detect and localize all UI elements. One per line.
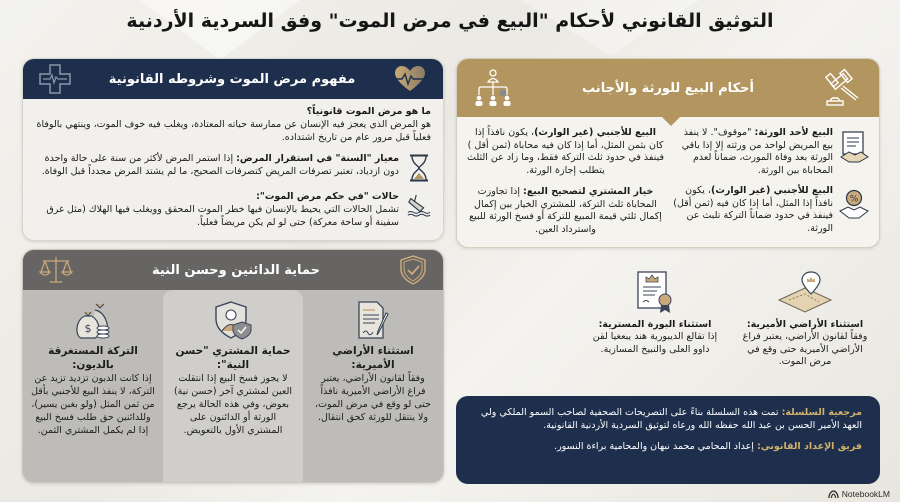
sales-item [467, 186, 664, 236]
creditors-column-text: وفقاً لقانون الأراضي، يعتبر فراغ الأراضي الأميرية نافذاً حتى لو وقع في مرض الموت، ولا ينتقل للورثة كحق انتقال. [315, 373, 431, 423]
creditors-panel [22, 249, 444, 483]
creditors-column-text: إذا كانت الدبون تزديد تزيد عن التركة، لا ينفذ البيع للأجنبي بأقل من ثمن المثل (ولو بغبن يسير)، وللدائنين حق طلب فسخ البيع إذا لم يكمل المشتري الثمن. [31, 373, 155, 436]
creditors-column-title: حماية المشتري "حسن النية": [175, 345, 291, 371]
floating-item-text: إذا تقالع الديبورية هند يبعغيا لقن داوو العلى والنبيخ المسازية. [592, 331, 718, 355]
creditors-panel-header [23, 250, 443, 290]
floating-item-text: وفقاً لقانون الأراضي، يعتبر فراغ الأراضي الأميرية حتى وقع في مرض الموت. [742, 331, 868, 367]
floating-item-title: استثناء البورة المسترية: [598, 318, 712, 330]
reference-panel [456, 396, 880, 484]
sales-item [467, 127, 664, 177]
concept-item-label: حالات "في حكم مرض الموت": [256, 191, 399, 202]
sales-rules-panel [456, 58, 880, 248]
sales-item-text: "موقوف". لا ينفذ بيع المريض لواحد من ورثته إلا إذا باقي الورثة بعد وفاة المورث، ضماناً لعدم المحاباة بين الورثة. [681, 127, 833, 176]
notebooklm-logo-icon [828, 490, 839, 499]
family-tree-icon [473, 68, 513, 108]
gavel-icon [823, 68, 863, 108]
creditors-column-text: لا يجوز فسخ البيع إذا انتقلت العين لمشتري آخر (حسن نية) بعوض، وفي هذه الحالة يرجع الورثة أو الدائنون على المشتري الأول بالتعويض. [173, 373, 293, 436]
concept-question: ما هو مرض الموت قانونياً؟ [306, 106, 431, 117]
reference-source-text: تمت هذه السلسلة بناءً على التصريحات الصحفية لصاحب السمو الملكي ولي العهد الأمير الحسن بن عبد الله حفظه الله ورعاه لتوثيق السردية الأردنية القانونية. [480, 407, 862, 431]
svg-text:%: % [849, 194, 859, 205]
concept-panel-header [23, 59, 443, 99]
map-pin-land-icon [775, 270, 835, 314]
reference-team-text: إعداد المحامي محمد نبهان والمحامية براءة النسور. [554, 441, 757, 452]
document-pen-icon [355, 300, 391, 340]
creditors-column [163, 290, 303, 483]
sales-item [672, 185, 869, 235]
sales-item-text: ، يكون نافذاً إذا كان بثمن المثل، أما إذا كان فيه محاباة (ثمن أقل ) فينفذ في حدود ثلث التركة فقط، وما زاد عن الثلث يتطلب إجازة الورثة. [467, 127, 664, 176]
heartbeat-icon [393, 65, 427, 93]
sales-item-label: البيع لأحد الورثة: [754, 127, 833, 138]
concept-panel-title: مفهوم مرض الموت وشروطه القانونية [108, 71, 356, 87]
scales-icon [39, 255, 73, 285]
creditors-column [23, 290, 163, 483]
sales-item-label: خيار المشتري لتصحيح البيع: [523, 186, 654, 197]
concept-item-label: معيار "السنة" في استقرار المرض: [236, 153, 399, 164]
sales-item-label: البيع للأجنبي (غير الوارث) [711, 185, 833, 196]
reference-team-label: فريق الإعداد القانوني: [756, 441, 862, 452]
contract-handshake-icon [839, 131, 869, 163]
shield-check-icon [399, 255, 427, 285]
creditors-column [303, 290, 443, 483]
concept-item [35, 190, 431, 229]
percent-handshake-icon [839, 189, 869, 221]
sales-item-text: إذا تجاوزت المحاباة ثلث التركة، للمشتري الخيار بين إكمال إكمال ثلثي قيمة المبيع للتركة أو فسخ الورثة للبيع واسترداد العين. [469, 186, 662, 235]
brand-label: NotebookLM [841, 489, 890, 499]
sales-item-text: ، يكون نافذاً إذا المثل، أما إذا كان فيه (ثمن أقل) فينفذ في حدود ضماناً التركة تلبث عن الورثة. [673, 185, 833, 234]
reference-source-label: مرجعية السلسلة: [781, 407, 862, 418]
sales-item [672, 127, 869, 177]
floating-item-title: استثناء الأراضي الأميرية: [746, 318, 864, 330]
sinking-ship-icon [407, 192, 431, 218]
protected-buyer-icon [213, 300, 253, 340]
sales-panel-title: أحكام البيع للورثة والأجانب [582, 80, 754, 96]
certificate-icon [635, 270, 675, 314]
floating-item-lands [740, 270, 870, 369]
reference-source [474, 406, 862, 432]
sales-right-column [672, 127, 869, 245]
floating-item-bourse [590, 270, 720, 356]
concept-definition: هو المرض الذي يعجز فيه الإنسان عن ممارسة حياته المعتادة، ويغلب فيه خوف الموت، وينتهي بالوفاة فعلياً قبل مرور عام من تاريخ اشتداده. [36, 119, 431, 143]
concept-item-text: إذا استمر المرض لأكثر من سنة على حالة واحدة دون ازدياد، تعتبر تصرفات المريض كتصرفات الصحيح، ما لم يشتد المرض مجدداً قبل الوفاة. [41, 153, 399, 177]
creditors-panel-title: حماية الدائنين وحسن النية [151, 262, 321, 278]
hourglass-icon [407, 154, 431, 182]
page-title: التوثيق القانوني لأحكام "البيع في مرض الموت" وفق السردية الأردنية [126, 10, 774, 32]
concept-item-text: تشمل الحالات التي يحيط بالإنسان فيها خطر الموت المحقق وويغلب فيها الهلاك (مثل غرق سفينة أو ساحة معركة) حتى لو لم يكن مريضاً فعلياً. [46, 204, 399, 228]
concept-item [35, 152, 431, 182]
creditors-column-title: استثناء الأراضي الأميرية: [332, 345, 414, 371]
header-pointer [662, 117, 680, 126]
creditors-column-title: التركة المستغرقة بالديون: [48, 345, 138, 371]
reference-team [474, 440, 862, 453]
medical-cross-icon [39, 64, 71, 94]
brand-watermark [828, 489, 890, 499]
money-bags-icon [73, 300, 113, 340]
sales-panel-header [457, 59, 879, 117]
svg-text:$: $ [84, 322, 92, 335]
sales-left-column [467, 127, 664, 245]
concept-panel [22, 58, 444, 241]
sales-item-label: البيع للأجنبي (غير الوارث) [534, 127, 657, 138]
